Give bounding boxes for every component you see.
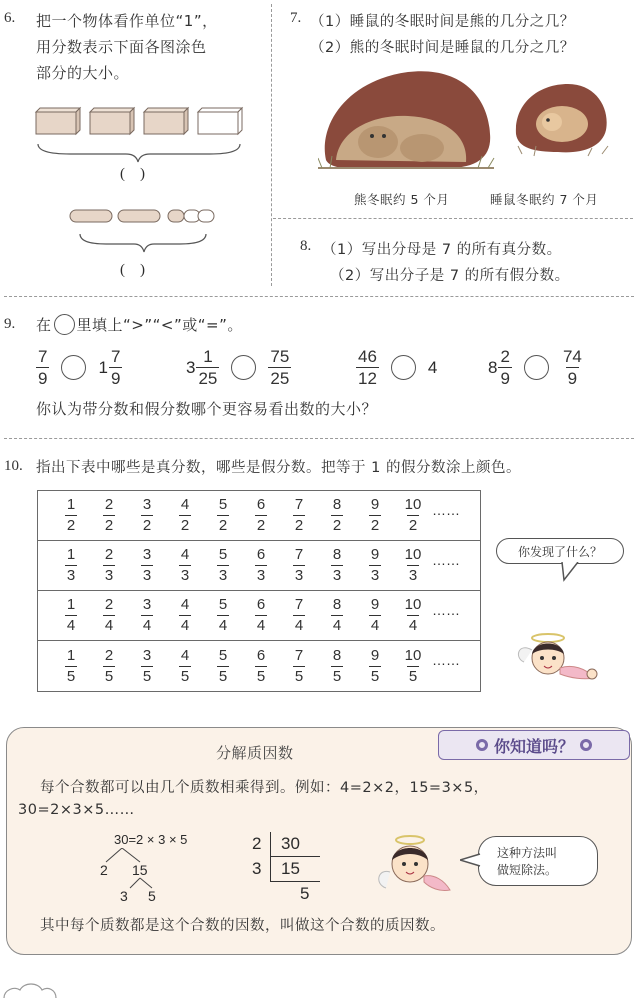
denominator: 5 bbox=[142, 667, 152, 685]
table-cell-fraction[interactable] bbox=[128, 497, 166, 534]
divisor-1: 2 bbox=[252, 834, 262, 853]
denominator: 4 bbox=[408, 617, 418, 634]
factor-tree-top: 30=2 × 3 × 5 bbox=[114, 832, 188, 847]
table-cell-fraction[interactable] bbox=[318, 648, 356, 685]
dividend-2: 15 bbox=[270, 857, 320, 882]
whole-part: 1 bbox=[98, 357, 108, 377]
table-cell-fraction[interactable] bbox=[318, 597, 356, 634]
denominator: 2 bbox=[180, 517, 190, 534]
denominator: 3 bbox=[256, 567, 266, 584]
denominator: 4 bbox=[104, 617, 114, 634]
table-cell-fraction[interactable] bbox=[242, 547, 280, 584]
fraction: $\frac{2}{9}$ bbox=[500, 347, 510, 388]
brace-2 bbox=[80, 234, 206, 252]
factor-tree-bot-left: 3 bbox=[120, 888, 128, 904]
table-cell-fraction[interactable] bbox=[356, 497, 394, 534]
numerator: 10 bbox=[404, 496, 422, 513]
denominator: 2 bbox=[218, 517, 228, 534]
q8-line1: （1）写出分母是 7 的所有真分数。 bbox=[322, 242, 562, 258]
fraction-table bbox=[37, 490, 481, 692]
table-cell-fraction[interactable] bbox=[356, 547, 394, 584]
numerator: 7 bbox=[294, 496, 304, 513]
table-cell-fraction[interactable] bbox=[394, 497, 432, 534]
table-cell-fraction[interactable] bbox=[280, 648, 318, 685]
divisor-2: 3 bbox=[252, 859, 262, 878]
q6-number: 6. bbox=[4, 10, 16, 26]
table-cell-fraction[interactable] bbox=[52, 648, 90, 685]
row-ellipsis: …… bbox=[432, 501, 460, 518]
table-cell-fraction[interactable] bbox=[204, 497, 242, 534]
numerator: 4 bbox=[180, 496, 190, 513]
numerator: 3 bbox=[142, 496, 152, 513]
table-cell-fraction[interactable] bbox=[204, 597, 242, 634]
compare-circle-4[interactable] bbox=[524, 355, 549, 380]
q10-speech-bubble bbox=[496, 538, 624, 564]
table-row bbox=[38, 491, 480, 541]
table-cell-fraction[interactable] bbox=[52, 497, 90, 534]
numerator: 9 bbox=[370, 496, 380, 513]
numerator: 5 bbox=[218, 596, 228, 613]
table-cell-fraction[interactable] bbox=[394, 597, 432, 634]
table-cell-fraction[interactable] bbox=[204, 547, 242, 584]
badge-ring-left-icon bbox=[476, 739, 488, 751]
angel-character-icon bbox=[510, 628, 602, 692]
numerator: 1 bbox=[66, 646, 76, 664]
numerator: 1 bbox=[66, 596, 76, 613]
factor-tree-mid-right: 15 bbox=[132, 862, 148, 878]
badge-text: 你知道吗？ bbox=[493, 736, 574, 756]
table-row bbox=[38, 541, 480, 591]
compare-circle-1[interactable] bbox=[61, 355, 86, 380]
numerator: 3 bbox=[142, 546, 152, 563]
numerator: 1 bbox=[66, 496, 76, 513]
fraction: $\frac{7}{9}$ bbox=[38, 347, 48, 388]
numerator: 10 bbox=[404, 596, 422, 613]
divider-q8-q9 bbox=[4, 296, 634, 297]
row-ellipsis: …… bbox=[432, 551, 460, 568]
table-cell-fraction[interactable] bbox=[280, 597, 318, 634]
numerator: 9 bbox=[370, 596, 380, 613]
numerator: 2 bbox=[104, 546, 114, 563]
q10-bubble-text: 你发现了什么？ bbox=[517, 544, 602, 559]
q8-line2: （2）写出分子是 7 的所有假分数。 bbox=[330, 268, 570, 284]
q7-line1: （1）睡鼠的冬眠时间是熊的几分之几？ bbox=[310, 14, 575, 30]
numerator: 3 bbox=[142, 646, 152, 664]
q8-number: 8. bbox=[300, 238, 312, 254]
numerator: 2 bbox=[104, 596, 114, 613]
table-cell-fraction[interactable] bbox=[280, 497, 318, 534]
denominator: 4 bbox=[256, 617, 266, 634]
numerator: 4 bbox=[180, 546, 190, 563]
denominator: 4 bbox=[218, 617, 228, 634]
fraction: $\frac{7}{9}$ bbox=[110, 347, 121, 388]
table-cell-fraction[interactable] bbox=[90, 497, 128, 534]
q9-comparison-1 bbox=[36, 348, 122, 387]
table-cell-fraction[interactable] bbox=[318, 547, 356, 584]
numerator: 5 bbox=[218, 546, 228, 563]
numerator: 1 bbox=[66, 546, 76, 563]
cloud-icon bbox=[0, 982, 60, 998]
bubble-tail-icon bbox=[560, 562, 582, 582]
denominator: 5 bbox=[180, 667, 190, 685]
divider-q7-q8 bbox=[273, 218, 633, 219]
table-cell-fraction[interactable] bbox=[280, 547, 318, 584]
fraction: $\frac{1}{25}$ bbox=[198, 347, 218, 388]
denominator: 3 bbox=[180, 567, 190, 584]
denominator: 5 bbox=[256, 667, 266, 685]
row-ellipsis: …… bbox=[432, 652, 460, 668]
fraction: $\frac{46}{12}$ bbox=[358, 347, 377, 388]
factor-tree-bot-right: 5 bbox=[148, 888, 156, 904]
denominator: 2 bbox=[66, 517, 76, 534]
q9-instr-a: 在 bbox=[36, 316, 52, 334]
denominator: 4 bbox=[294, 617, 304, 634]
whole-part: 3 bbox=[186, 357, 196, 377]
q6-figures bbox=[30, 100, 260, 290]
box-shaded-2 bbox=[90, 108, 134, 134]
numerator: 4 bbox=[180, 596, 190, 613]
denominator: 2 bbox=[370, 517, 380, 534]
dividend-1: 30 bbox=[270, 832, 320, 857]
info-body-line2: 30=2×3×5…… bbox=[18, 802, 135, 818]
table-cell-fraction[interactable] bbox=[128, 547, 166, 584]
q7-line2: （2）熊的冬眠时间是睡鼠的几分之几？ bbox=[310, 40, 575, 56]
numerator: 7 bbox=[294, 546, 304, 563]
denominator: 4 bbox=[370, 617, 380, 634]
q9-instr-b: 里填上“>”“<”或“=”。 bbox=[76, 316, 243, 334]
q9-comparison-3 bbox=[356, 348, 438, 387]
denominator: 4 bbox=[142, 617, 152, 634]
denominator: 2 bbox=[104, 517, 114, 534]
table-cell-fraction[interactable] bbox=[128, 648, 166, 685]
table-cell-fraction[interactable] bbox=[90, 597, 128, 634]
numerator: 6 bbox=[256, 596, 266, 613]
q9-circle-icon bbox=[54, 314, 75, 335]
q9-instruction bbox=[36, 314, 243, 335]
denominator: 3 bbox=[332, 567, 342, 584]
q9-number: 9. bbox=[4, 316, 16, 332]
info-footer: 其中每个质数都是这个合数的因数，叫做这个合数的质因数。 bbox=[40, 918, 445, 934]
numerator: 8 bbox=[332, 546, 342, 563]
factor-tree-mid-left: 2 bbox=[100, 862, 108, 878]
brace-1 bbox=[38, 144, 240, 162]
q6-text-line2: 用分数表示下面各图涂色 bbox=[36, 38, 207, 56]
denominator: 5 bbox=[408, 667, 418, 685]
denominator: 5 bbox=[370, 667, 380, 685]
compare-circle-3[interactable] bbox=[391, 355, 416, 380]
numerator: 6 bbox=[256, 546, 266, 563]
numerator: 2 bbox=[104, 646, 114, 664]
numerator: 10 bbox=[404, 646, 422, 664]
denominator: 3 bbox=[294, 567, 304, 584]
table-cell-fraction[interactable] bbox=[166, 648, 204, 685]
row-ellipsis: …… bbox=[432, 601, 460, 618]
denominator: 4 bbox=[180, 617, 190, 634]
bars bbox=[70, 210, 214, 222]
table-cell-fraction[interactable] bbox=[166, 547, 204, 584]
caption-dormouse: 睡鼠冬眠约 7 个月 bbox=[490, 192, 599, 207]
table-cell-fraction[interactable] bbox=[128, 597, 166, 634]
numerator: 8 bbox=[332, 646, 342, 664]
table-cell-fraction[interactable] bbox=[356, 648, 394, 685]
whole-part: 8 bbox=[488, 357, 498, 377]
table-row bbox=[38, 641, 480, 691]
q7-number: 7. bbox=[290, 10, 302, 26]
compare-circle-2[interactable] bbox=[231, 355, 256, 380]
table-cell-fraction[interactable] bbox=[166, 497, 204, 534]
quotient: 5 bbox=[300, 884, 310, 903]
table-cell-fraction[interactable] bbox=[52, 597, 90, 634]
table-cell-fraction[interactable] bbox=[242, 597, 280, 634]
numerator: 2 bbox=[104, 496, 114, 513]
numerator: 10 bbox=[404, 546, 422, 563]
info-bubble-tail-icon bbox=[460, 852, 482, 868]
info-bubble-line1: 这种方法叫 bbox=[497, 846, 558, 860]
table-cell-fraction[interactable] bbox=[90, 648, 128, 685]
info-heading: 分解质因数 bbox=[216, 744, 294, 762]
table-cell-fraction[interactable] bbox=[90, 547, 128, 584]
q6-blank-1[interactable]: ( ) bbox=[120, 166, 145, 182]
table-cell-fraction[interactable] bbox=[394, 547, 432, 584]
denominator: 5 bbox=[294, 667, 304, 685]
denominator: 2 bbox=[332, 517, 342, 534]
q9-question: 你认为带分数和假分数哪个更容易看出数的大小？ bbox=[36, 400, 378, 418]
denominator: 3 bbox=[218, 567, 228, 584]
numerator: 7 bbox=[294, 646, 304, 664]
table-cell-fraction[interactable] bbox=[242, 648, 280, 685]
denominator: 2 bbox=[142, 517, 152, 534]
denominator: 2 bbox=[256, 517, 266, 534]
table-cell-fraction[interactable] bbox=[318, 497, 356, 534]
q6-text-line1: 把一个物体看作单位“1”， bbox=[36, 12, 218, 30]
numerator: 4 bbox=[180, 646, 190, 664]
angel-thinking-icon bbox=[370, 832, 460, 902]
numerator: 3 bbox=[142, 596, 152, 613]
table-cell-fraction[interactable] bbox=[356, 597, 394, 634]
numerator: 5 bbox=[218, 646, 228, 664]
divider-vertical bbox=[271, 4, 272, 286]
denominator: 4 bbox=[332, 617, 342, 634]
info-speech-bubble bbox=[478, 836, 598, 886]
denominator: 3 bbox=[370, 567, 380, 584]
table-cell-fraction[interactable] bbox=[394, 648, 432, 685]
numerator: 6 bbox=[256, 646, 266, 664]
number-value: 4 bbox=[427, 357, 438, 377]
box-shaded-1 bbox=[36, 108, 80, 134]
q10-text: 指出下表中哪些是真分数，哪些是假分数。把等于 1 的假分数涂上颜色。 bbox=[36, 460, 521, 476]
denominator: 3 bbox=[408, 567, 418, 584]
denominator: 5 bbox=[332, 667, 342, 685]
badge-ring-right-icon bbox=[580, 739, 592, 751]
q6-blank-2[interactable]: ( ) bbox=[120, 262, 145, 278]
denominator: 5 bbox=[66, 667, 76, 685]
numerator: 7 bbox=[294, 596, 304, 613]
denominator: 2 bbox=[408, 517, 418, 534]
table-cell-fraction[interactable] bbox=[166, 597, 204, 634]
box-empty bbox=[198, 108, 242, 134]
table-cell-fraction[interactable] bbox=[242, 497, 280, 534]
table-row bbox=[38, 591, 480, 641]
divider-q9-q10 bbox=[4, 438, 634, 439]
caption-bear: 熊冬眠约 5 个月 bbox=[354, 192, 450, 207]
short-division bbox=[252, 832, 320, 906]
info-bubble-line2: 做短除法。 bbox=[497, 863, 558, 877]
info-badge bbox=[438, 730, 630, 760]
numerator: 8 bbox=[332, 496, 342, 513]
table-cell-fraction[interactable] bbox=[52, 547, 90, 584]
numerator: 6 bbox=[256, 496, 266, 513]
fraction: $\frac{74}{9}$ bbox=[562, 347, 582, 388]
q9-comparison-2 bbox=[186, 348, 291, 387]
denominator: 5 bbox=[104, 667, 114, 685]
q6-text-line3: 部分的大小。 bbox=[36, 64, 130, 82]
denominator: 5 bbox=[218, 667, 228, 685]
denominator: 3 bbox=[66, 567, 76, 584]
q10-number: 10. bbox=[4, 458, 23, 474]
numerator: 8 bbox=[332, 596, 342, 613]
numerator: 5 bbox=[218, 496, 228, 513]
fraction: $\frac{75}{25}$ bbox=[270, 347, 290, 388]
denominator: 3 bbox=[104, 567, 114, 584]
denominator: 3 bbox=[142, 567, 152, 584]
denominator: 4 bbox=[66, 617, 76, 634]
denominator: 2 bbox=[294, 517, 304, 534]
q9-comparison-4 bbox=[488, 348, 584, 387]
table-cell-fraction[interactable] bbox=[204, 648, 242, 685]
animals-illustration bbox=[318, 64, 634, 182]
numerator: 9 bbox=[370, 546, 380, 563]
box-shaded-3 bbox=[144, 108, 188, 134]
info-body-line1: 每个合数都可以由几个质数相乘得到。例如：4=2×2，15=3×5， bbox=[40, 780, 489, 796]
numerator: 9 bbox=[370, 646, 380, 664]
